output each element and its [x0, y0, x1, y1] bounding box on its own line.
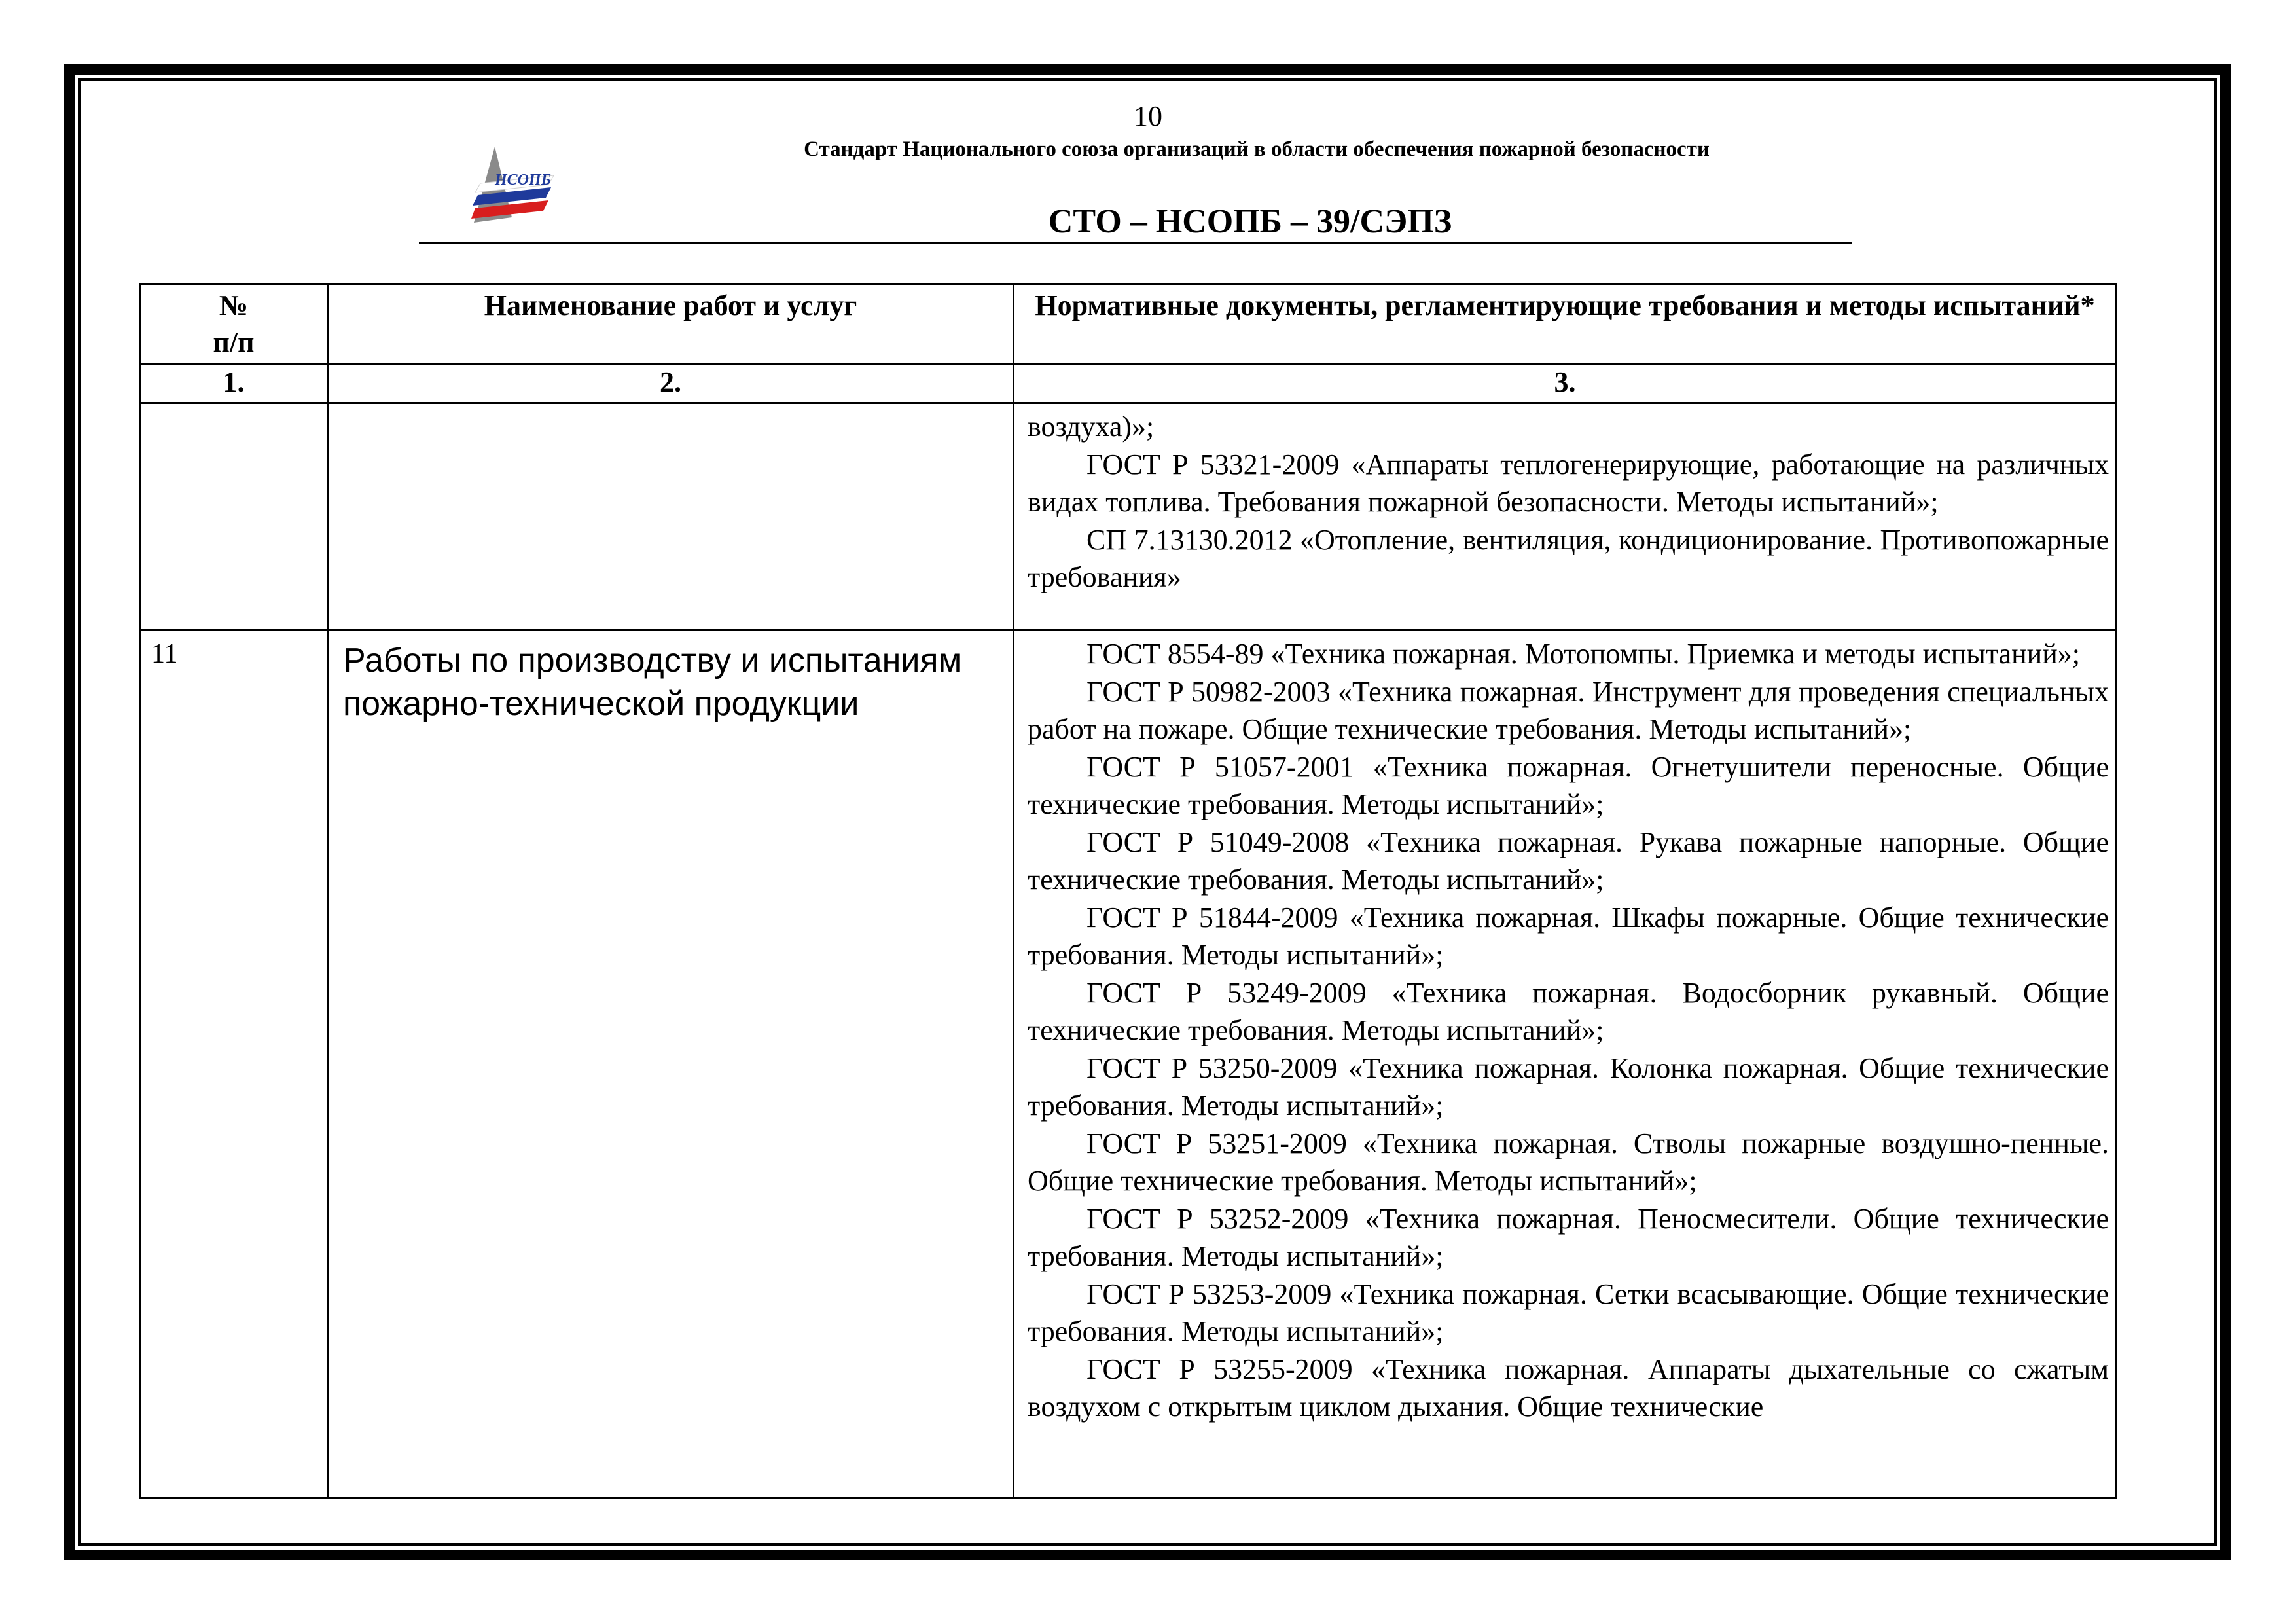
column-header-docs: Нормативные документы, регламентирующие требования и методы испытаний* — [1014, 284, 2117, 365]
document-entry: ГОСТ Р 53253-2009 «Техника пожарная. Сетки всасывающие. Общие технические требования. Методы испытаний»; — [1028, 1277, 2109, 1347]
document-entry: ГОСТ Р 53321-2009 «Аппараты теплогенерирующие, работающие на различных видах топлива. Требования пожарной безопасности. Методы испытаний»; — [1028, 448, 2109, 518]
requirements-table — [139, 283, 2117, 1499]
document-entry: ГОСТ Р 50982-2003 «Техника пожарная. Инструмент для проведения специальных работ на пожаре. Общие технические требования. Методы испытаний»; — [1028, 675, 2109, 745]
column-number-2: 2. — [328, 365, 1014, 403]
document-entry: воздуха)»; — [1028, 410, 1155, 443]
document-entry: ГОСТ Р 51057-2001 «Техника пожарная. Огнетушители переносные. Общие технические требования. Методы испытаний»; — [1028, 750, 2109, 820]
document-entry: ГОСТ Р 53249-2009 «Техника пожарная. Водосборник рукавный. Общие технические требования. Методы испытаний»; — [1028, 976, 2109, 1046]
document-entry: ГОСТ Р 53250-2009 «Техника пожарная. Колонка пожарная. Общие технические требования. Методы испытаний»; — [1028, 1051, 2109, 1122]
table-row — [140, 403, 2117, 630]
table-row — [140, 630, 2117, 1499]
column-number-1: 1. — [140, 365, 328, 403]
page-number: 10 — [1134, 100, 1162, 132]
document-entry: СП 7.13130.2012 «Отопление, вентиляция, кондиционирование. Противопожарные требования» — [1028, 523, 2109, 593]
header-underline — [419, 242, 1852, 244]
row-number — [140, 403, 328, 630]
document-entry: ГОСТ Р 51049-2008 «Техника пожарная. Рукава пожарные напорные. Общие технические требования. Методы испытаний»; — [1028, 826, 2109, 896]
row-documents — [1014, 630, 2117, 1499]
column-number-row — [140, 365, 2117, 403]
row-number: 11 — [140, 630, 328, 1499]
document-entry: ГОСТ Р 53251-2009 «Техника пожарная. Стволы пожарные воздушно-пенные. Общие технические требования. Методы испытаний»; — [1028, 1127, 2109, 1197]
table-header-row — [140, 284, 2117, 365]
row-work-name: Работы по производству и испытаниям пожарно-технической продукции — [328, 630, 1014, 1499]
document-entry: ГОСТ Р 53252-2009 «Техника пожарная. Пеносмесители. Общие технические требования. Методы испытаний»; — [1028, 1202, 2109, 1272]
row-documents — [1014, 403, 2117, 630]
organization-line: Стандарт Национального союза организаций в области обеспечения пожарной безопасности — [804, 137, 1710, 161]
standard-code: СТО – НСОПБ – 39/СЭПЗ — [1048, 203, 1452, 240]
document-entry: ГОСТ Р 51844-2009 «Техника пожарная. Шкафы пожарные. Общие технические требования. Методы испытаний»; — [1028, 901, 2109, 971]
column-header-number: № п/п — [140, 284, 328, 365]
column-header-name: Наименование работ и услуг — [328, 284, 1014, 365]
row-work-name — [328, 403, 1014, 630]
logo-text: НСОПБ — [495, 172, 551, 189]
column-number-3: 3. — [1014, 365, 2117, 403]
document-entry: ГОСТ 8554-89 «Техника пожарная. Мотопомпы. Приемка и методы испытаний»; — [1086, 638, 2080, 670]
document-entry: ГОСТ Р 53255-2009 «Техника пожарная. Аппараты дыхательные со сжатым воздухом с открытым циклом дыхания. Общие технические — [1028, 1353, 2109, 1423]
